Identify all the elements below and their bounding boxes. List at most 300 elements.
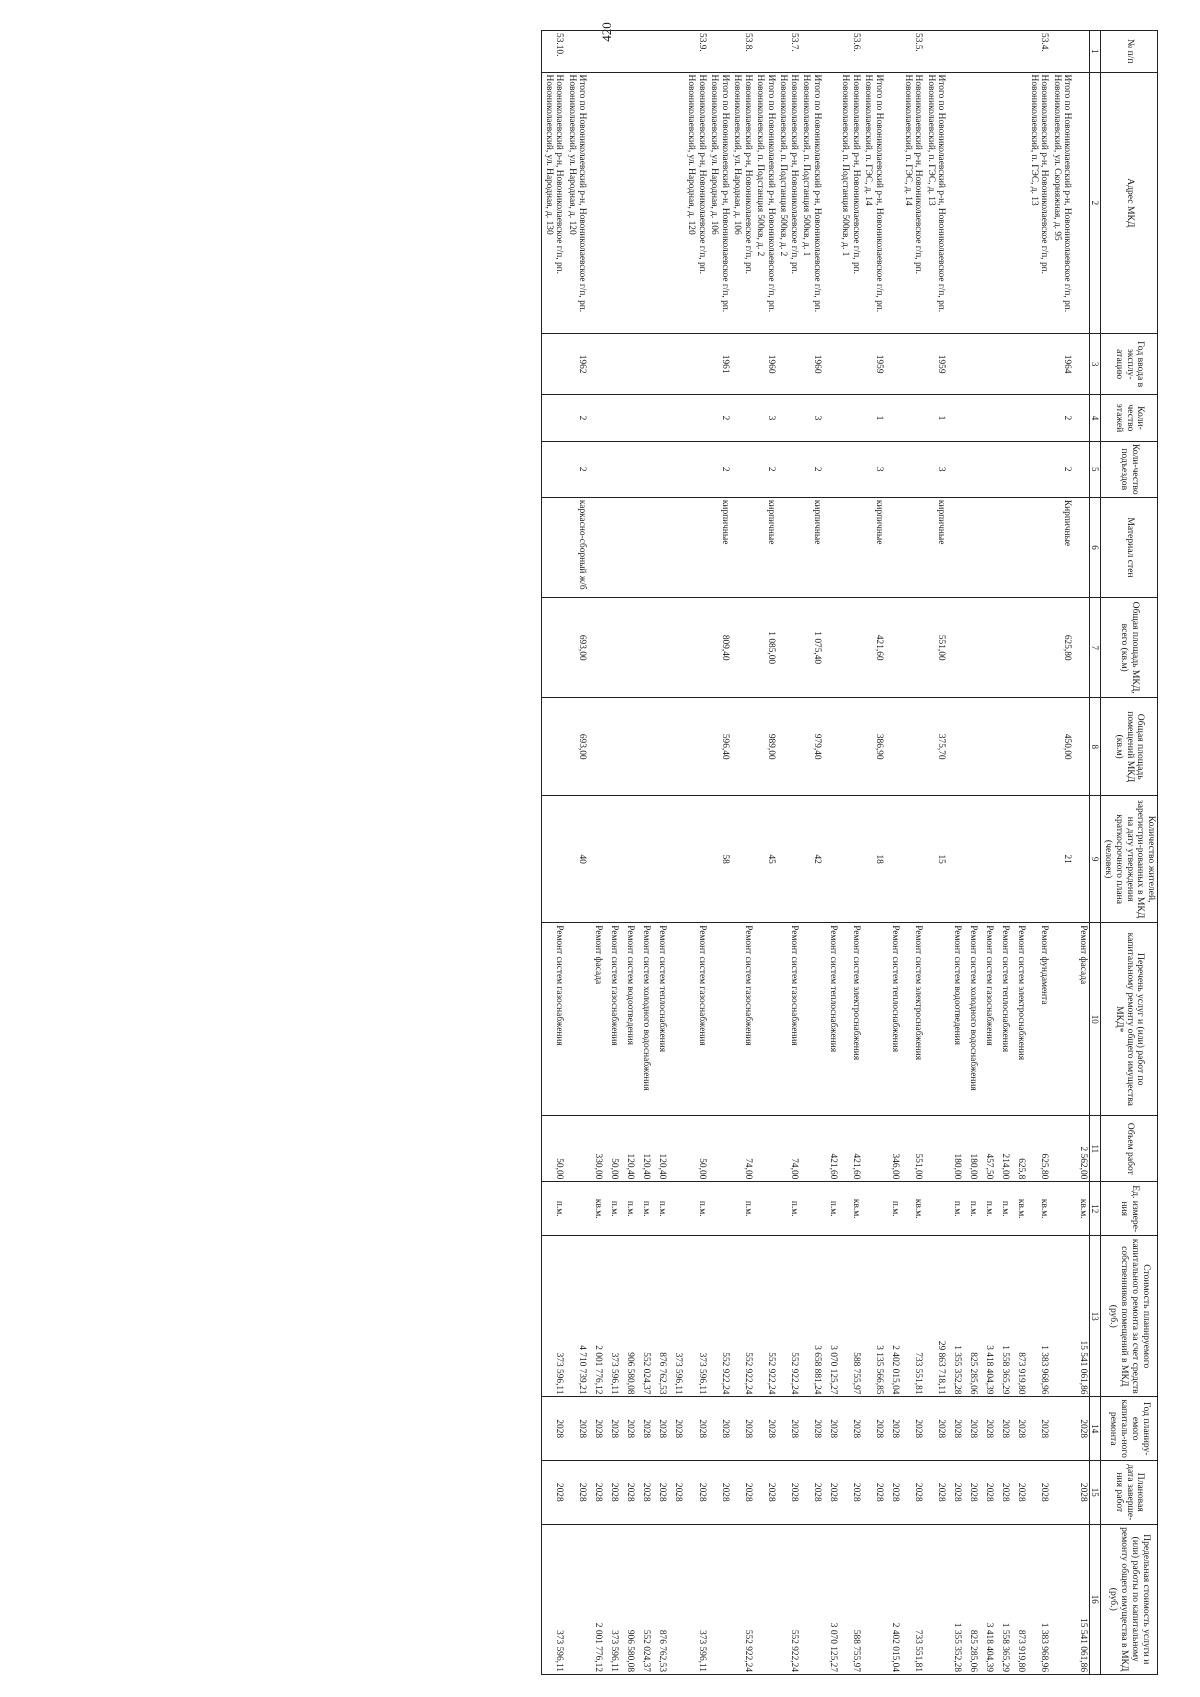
repair-year-cell: 2028 <box>947 1397 963 1461</box>
floors-cell <box>839 395 862 441</box>
table-row <box>1050 31 1073 1675</box>
wall-material-cell <box>542 497 566 597</box>
premises-area-cell <box>885 698 901 796</box>
work-volume-cell: 74,00 <box>731 1116 754 1182</box>
premises-area-cell <box>589 698 605 796</box>
work-volume-cell: 346,00 <box>885 1116 901 1182</box>
year-cell <box>589 334 605 395</box>
max-cost-cell: 552 922,24 <box>777 1524 800 1674</box>
table-row <box>754 31 777 1675</box>
work-volume-cell: 74,00 <box>777 1116 800 1182</box>
total-area-cell <box>542 598 566 698</box>
address-cell <box>669 72 685 334</box>
floors-cell <box>901 395 924 441</box>
wall-material-cell <box>605 497 621 597</box>
column-header-14: Год планиру-емого капиталь-ного ремонта <box>1101 1397 1158 1461</box>
address-cell <box>589 72 605 334</box>
completion-date-cell: 2028 <box>685 1460 708 1524</box>
max-cost-cell: 3 418 404,39 <box>979 1524 995 1674</box>
column-number-10: 10 <box>1090 923 1101 1116</box>
column-number-15: 15 <box>1090 1460 1101 1524</box>
completion-date-cell: 2028 <box>839 1460 862 1524</box>
address-cell: Новониколаевский р-н, Новониколаевское г/п, рп. Новониколаевский, п. ГЭС, д. 13 <box>1027 72 1050 334</box>
work-type-cell <box>754 923 777 1116</box>
unit-cell: п.м. <box>621 1182 637 1236</box>
column-header-12: Ед. измере-ния <box>1101 1182 1158 1236</box>
premises-area-cell: 693,00 <box>565 698 588 796</box>
column-number-3: 3 <box>1090 334 1101 395</box>
repair-year-cell: 2028 <box>605 1397 621 1461</box>
completion-date-cell: 2028 <box>979 1460 995 1524</box>
planned-cost-cell: 906 580,08 <box>621 1236 637 1397</box>
entrances-cell <box>731 441 754 497</box>
completion-date-cell: 2028 <box>542 1460 566 1524</box>
completion-date-cell: 2028 <box>963 1460 979 1524</box>
planned-cost-cell: 373 596,11 <box>542 1236 566 1397</box>
row-number <box>1073 31 1090 73</box>
column-number-4: 4 <box>1090 395 1101 441</box>
total-area-cell: 1 085,00 <box>754 598 777 698</box>
repair-year-cell: 2028 <box>685 1397 708 1461</box>
work-type-cell: Ремонт систем газоснабжения <box>777 923 800 1116</box>
planned-cost-cell: 552 922,24 <box>754 1236 777 1397</box>
table-row <box>862 31 885 1675</box>
max-cost-cell <box>862 1524 885 1674</box>
entrances-cell: 2 <box>800 441 823 497</box>
entrances-cell <box>1011 441 1027 497</box>
table-row <box>637 31 653 1675</box>
address-cell <box>947 72 963 334</box>
unit-cell <box>800 1182 823 1236</box>
total-area-cell <box>947 598 963 698</box>
planned-cost-cell: 373 596,11 <box>605 1236 621 1397</box>
repair-year-cell: 2028 <box>963 1397 979 1461</box>
column-header-1: № п/п <box>1101 31 1158 73</box>
address-cell: Итого по Новониколаевский р-н, Новониколаевское г/п, рп. Новониколаевский, ул. Народная, д. 106 <box>708 72 731 334</box>
work-type-cell <box>800 923 823 1116</box>
repair-year-cell: 2028 <box>1073 1397 1090 1461</box>
completion-date-cell: 2028 <box>731 1460 754 1524</box>
work-volume-cell: 50,00 <box>605 1116 621 1182</box>
max-cost-cell: 15 541 061,86 <box>1073 1524 1090 1674</box>
unit-cell: п.м. <box>979 1182 995 1236</box>
year-cell <box>1011 334 1027 395</box>
work-type-cell: Ремонт систем газоснабжения <box>731 923 754 1116</box>
work-volume-cell: 50,00 <box>542 1116 566 1182</box>
max-cost-cell: 2 402 015,04 <box>885 1524 901 1674</box>
repair-plan-page <box>30 30 1158 1675</box>
repair-year-cell: 2028 <box>885 1397 901 1461</box>
year-cell <box>1073 334 1090 395</box>
repair-year-cell: 2028 <box>823 1397 839 1461</box>
entrances-cell <box>777 441 800 497</box>
wall-material-cell: кирпичные <box>924 497 947 597</box>
table-row <box>605 31 621 1675</box>
floors-cell <box>823 395 839 441</box>
address-cell: Новониколаевский р-н, Новониколаевское г/п, рп. Новониколаевский, ул. Народная, д. 106 <box>731 72 754 334</box>
year-cell <box>621 334 637 395</box>
max-cost-cell: 373 596,11 <box>685 1524 708 1674</box>
wall-material-cell <box>1011 497 1027 597</box>
year-cell <box>979 334 995 395</box>
unit-cell <box>708 1182 731 1236</box>
residents-cell <box>777 796 800 923</box>
floors-cell: 1 <box>862 395 885 441</box>
repair-year-cell: 2028 <box>1027 1397 1050 1461</box>
table-row <box>963 31 979 1675</box>
residents-cell: 45 <box>754 796 777 923</box>
completion-date-cell: 2028 <box>589 1460 605 1524</box>
completion-date-cell: 2028 <box>924 1460 947 1524</box>
premises-area-cell <box>1027 698 1050 796</box>
completion-date-cell: 2028 <box>605 1460 621 1524</box>
residents-cell <box>1011 796 1027 923</box>
column-number-12: 12 <box>1090 1182 1101 1236</box>
premises-area-cell <box>1011 698 1027 796</box>
completion-date-cell: 2028 <box>862 1460 885 1524</box>
work-volume-cell <box>754 1116 777 1182</box>
column-number-14: 14 <box>1090 1397 1101 1461</box>
premises-area-cell <box>823 698 839 796</box>
premises-area-cell <box>605 698 621 796</box>
wall-material-cell: кирпичные <box>754 497 777 597</box>
unit-cell: п.м. <box>777 1182 800 1236</box>
column-number-13: 13 <box>1090 1236 1101 1397</box>
completion-date-cell: 2028 <box>947 1460 963 1524</box>
residents-cell <box>839 796 862 923</box>
total-area-cell: 1 075,40 <box>800 598 823 698</box>
premises-area-cell <box>637 698 653 796</box>
entrances-cell: 3 <box>862 441 885 497</box>
year-cell <box>637 334 653 395</box>
column-header-7: Общая площадь МКД, всего (кв.м) <box>1101 598 1158 698</box>
planned-cost-cell: 3 658 881,24 <box>800 1236 823 1397</box>
table-row <box>1027 31 1050 1675</box>
planned-cost-cell: 552 922,24 <box>777 1236 800 1397</box>
unit-cell: п.м. <box>653 1182 669 1236</box>
year-cell: 1959 <box>924 334 947 395</box>
premises-area-cell <box>653 698 669 796</box>
residents-cell <box>637 796 653 923</box>
max-cost-cell <box>754 1524 777 1674</box>
planned-cost-cell: 29 863 718,11 <box>924 1236 947 1397</box>
work-volume-cell: 180,00 <box>947 1116 963 1182</box>
unit-cell <box>565 1182 588 1236</box>
row-number <box>963 31 979 73</box>
row-number <box>862 31 885 73</box>
year-cell <box>542 334 566 395</box>
wall-material-cell: кирпичные <box>708 497 731 597</box>
residents-cell: 40 <box>565 796 588 923</box>
premises-area-cell: 375,70 <box>924 698 947 796</box>
completion-date-cell: 2028 <box>708 1460 731 1524</box>
entrances-cell <box>947 441 963 497</box>
entrances-cell <box>653 441 669 497</box>
address-cell <box>885 72 901 334</box>
table-row <box>947 31 963 1675</box>
total-area-cell: 693,00 <box>565 598 588 698</box>
row-number <box>885 31 901 73</box>
address-cell: Новониколаевский р-н, Новониколаевское г/п, рп. Новониколаевский, п. Подстанция 500кв, д. 2 <box>777 72 800 334</box>
address-cell <box>1011 72 1027 334</box>
work-volume-cell: 625,8 <box>1011 1116 1027 1182</box>
completion-date-cell: 2028 <box>823 1460 839 1524</box>
residents-cell: 15 <box>924 796 947 923</box>
total-area-cell <box>823 598 839 698</box>
wall-material-cell <box>731 497 754 597</box>
table-row <box>1011 31 1027 1675</box>
unit-cell <box>754 1182 777 1236</box>
planned-cost-cell: 873 919,80 <box>1011 1236 1027 1397</box>
row-number <box>800 31 823 73</box>
repair-year-cell: 2028 <box>777 1397 800 1461</box>
row-number <box>565 31 588 73</box>
repair-year-cell: 2028 <box>708 1397 731 1461</box>
completion-date-cell: 2028 <box>1011 1460 1027 1524</box>
entrances-cell <box>589 441 605 497</box>
address-cell <box>1073 72 1090 334</box>
residents-cell <box>995 796 1011 923</box>
work-type-cell <box>565 923 588 1116</box>
repair-year-cell: 2028 <box>979 1397 995 1461</box>
column-number-11: 11 <box>1090 1116 1101 1182</box>
floors-cell: 3 <box>754 395 777 441</box>
entrances-cell <box>823 441 839 497</box>
total-area-cell <box>995 598 1011 698</box>
work-volume-cell: 50,00 <box>685 1116 708 1182</box>
work-volume-cell: 551,00 <box>901 1116 924 1182</box>
work-type-cell <box>669 923 685 1116</box>
wall-material-cell <box>901 497 924 597</box>
total-area-cell <box>1073 598 1090 698</box>
completion-date-cell: 2028 <box>621 1460 637 1524</box>
year-cell: 1959 <box>862 334 885 395</box>
premises-area-cell <box>963 698 979 796</box>
premises-area-cell: 596,40 <box>708 698 731 796</box>
residents-cell <box>885 796 901 923</box>
table-row <box>685 31 708 1675</box>
row-number: 53.7. <box>777 31 800 73</box>
address-cell <box>979 72 995 334</box>
completion-date-cell: 2028 <box>777 1460 800 1524</box>
year-cell <box>731 334 754 395</box>
entrances-cell <box>542 441 566 497</box>
column-number-7: 7 <box>1090 598 1101 698</box>
repair-year-cell: 2028 <box>565 1397 588 1461</box>
address-cell: Итого по Новониколаевский р-н, Новониколаевское г/п, рп. Новониколаевский, п. ГЭС, д. 13 <box>924 72 947 334</box>
total-area-cell <box>653 598 669 698</box>
column-number-8: 8 <box>1090 698 1101 796</box>
floors-cell <box>1073 395 1090 441</box>
floors-cell <box>637 395 653 441</box>
total-area-cell <box>731 598 754 698</box>
table-row <box>731 31 754 1675</box>
column-header-5: Коли-чество подъездов <box>1101 441 1158 497</box>
row-number <box>653 31 669 73</box>
wall-material-cell <box>777 497 800 597</box>
floors-cell <box>653 395 669 441</box>
completion-date-cell <box>1050 1460 1073 1524</box>
row-number <box>995 31 1011 73</box>
row-number <box>1050 31 1073 73</box>
work-type-cell: Ремонт систем теплоснабжения <box>995 923 1011 1116</box>
work-type-cell: Ремонт систем газоснабжения <box>685 923 708 1116</box>
premises-area-cell <box>685 698 708 796</box>
work-type-cell: Ремонт систем электроснабжения <box>1011 923 1027 1116</box>
floors-cell <box>621 395 637 441</box>
wall-material-cell <box>885 497 901 597</box>
address-cell <box>995 72 1011 334</box>
planned-cost-cell: 373 596,11 <box>685 1236 708 1397</box>
residents-cell <box>963 796 979 923</box>
work-type-cell: Ремонт систем газоснабжения <box>542 923 566 1116</box>
unit-cell: п.м. <box>823 1182 839 1236</box>
row-number <box>979 31 995 73</box>
work-type-cell <box>862 923 885 1116</box>
column-number-6: 6 <box>1090 497 1101 597</box>
repair-year-cell <box>1050 1397 1073 1461</box>
unit-cell: кв.м. <box>1011 1182 1027 1236</box>
max-cost-cell: 825 285,06 <box>963 1524 979 1674</box>
premises-area-cell <box>1073 698 1090 796</box>
column-header-3: Год ввода в эксплу-атацию <box>1101 334 1158 395</box>
total-area-cell <box>1011 598 1027 698</box>
total-area-cell <box>963 598 979 698</box>
year-cell <box>885 334 901 395</box>
unit-cell: кв.м. <box>1027 1182 1050 1236</box>
wall-material-cell: Кирпичные <box>1050 497 1073 597</box>
floors-cell <box>963 395 979 441</box>
total-area-cell <box>777 598 800 698</box>
completion-date-cell: 2028 <box>901 1460 924 1524</box>
unit-cell <box>924 1182 947 1236</box>
repair-year-cell: 2028 <box>589 1397 605 1461</box>
unit-cell: п.м. <box>947 1182 963 1236</box>
max-cost-cell: 733 551,81 <box>901 1524 924 1674</box>
unit-cell: п.м. <box>885 1182 901 1236</box>
floors-cell <box>885 395 901 441</box>
row-number: 53.4. <box>1027 31 1050 73</box>
planned-cost-cell: 2 402 015,04 <box>885 1236 901 1397</box>
column-header-6: Материал стен <box>1101 497 1158 597</box>
residents-cell <box>605 796 621 923</box>
entrances-cell: 2 <box>1050 441 1073 497</box>
table-row <box>979 31 995 1675</box>
table-row <box>708 31 731 1675</box>
year-cell <box>653 334 669 395</box>
residents-cell <box>1073 796 1090 923</box>
total-area-cell <box>839 598 862 698</box>
floors-cell <box>995 395 1011 441</box>
repair-year-cell: 2028 <box>995 1397 1011 1461</box>
unit-cell <box>1050 1182 1073 1236</box>
floors-cell: 1 <box>924 395 947 441</box>
max-cost-cell <box>800 1524 823 1674</box>
column-number-2: 2 <box>1090 72 1101 334</box>
premises-area-cell: 450,00 <box>1050 698 1073 796</box>
wall-material-cell <box>963 497 979 597</box>
year-cell <box>1027 334 1050 395</box>
completion-date-cell: 2028 <box>1027 1460 1050 1524</box>
entrances-cell <box>669 441 685 497</box>
work-volume-cell: 421,60 <box>823 1116 839 1182</box>
planned-cost-cell: 876 762,53 <box>653 1236 669 1397</box>
planned-cost-cell: 733 551,81 <box>901 1236 924 1397</box>
entrances-cell: 2 <box>708 441 731 497</box>
unit-cell <box>669 1182 685 1236</box>
row-number <box>669 31 685 73</box>
column-header-13: Стоимость планируемого капитального ремонта за счет средств собственников помещений в МКД (руб.) <box>1101 1236 1158 1397</box>
repair-year-cell: 2028 <box>621 1397 637 1461</box>
wall-material-cell <box>589 497 605 597</box>
work-volume-cell <box>800 1116 823 1182</box>
table-row <box>565 31 588 1675</box>
planned-cost-cell <box>1050 1236 1073 1397</box>
address-cell: Новониколаевский р-н, Новониколаевское г/п, рп. Новониколаевский, п. Подстанция 500кв, д. 1 <box>839 72 862 334</box>
work-volume-cell: 625,80 <box>1027 1116 1050 1182</box>
unit-cell: кв.м. <box>901 1182 924 1236</box>
floors-cell <box>589 395 605 441</box>
floors-cell <box>777 395 800 441</box>
entrances-cell <box>995 441 1011 497</box>
residents-cell <box>589 796 605 923</box>
floors-cell: 3 <box>800 395 823 441</box>
planned-cost-cell: 3 135 566,85 <box>862 1236 885 1397</box>
residents-cell: 58 <box>708 796 731 923</box>
premises-area-cell <box>839 698 862 796</box>
work-volume-cell <box>924 1116 947 1182</box>
row-number: 53.10. <box>542 31 566 73</box>
residents-cell <box>731 796 754 923</box>
row-number: 53.6. <box>839 31 862 73</box>
entrances-cell <box>979 441 995 497</box>
total-area-cell: 551,00 <box>924 598 947 698</box>
floors-cell <box>685 395 708 441</box>
row-number <box>589 31 605 73</box>
premises-area-cell: 979,40 <box>800 698 823 796</box>
residents-cell <box>823 796 839 923</box>
residents-cell: 21 <box>1050 796 1073 923</box>
planned-cost-cell: 552 922,24 <box>708 1236 731 1397</box>
address-cell: Итого по Новониколаевский р-н, Новониколаевское г/п, рп. Новониколаевский, п. ГЭС, д. 14 <box>862 72 885 334</box>
repair-year-cell: 2028 <box>542 1397 566 1461</box>
work-type-cell: Ремонт систем теплоснабжения <box>653 923 669 1116</box>
entrances-cell <box>839 441 862 497</box>
year-cell <box>839 334 862 395</box>
floors-cell <box>1011 395 1027 441</box>
table-row <box>542 31 566 1675</box>
residents-cell: 18 <box>862 796 885 923</box>
max-cost-cell <box>708 1524 731 1674</box>
row-number <box>708 31 731 73</box>
year-cell <box>823 334 839 395</box>
unit-cell: п.м. <box>731 1182 754 1236</box>
max-cost-cell: 876 762,53 <box>653 1524 669 1674</box>
row-number <box>1011 31 1027 73</box>
unit-cell: п.м. <box>963 1182 979 1236</box>
entrances-cell <box>885 441 901 497</box>
year-cell: 1964 <box>1050 334 1073 395</box>
residents-cell <box>1027 796 1050 923</box>
table-row <box>800 31 823 1675</box>
total-area-cell <box>685 598 708 698</box>
floors-cell <box>1027 395 1050 441</box>
column-header-16: Предельная стоимость услуги и (или) работы по капитальному ремонту общего имущества в МКД (руб.) <box>1101 1524 1158 1674</box>
row-number <box>924 31 947 73</box>
wall-material-cell <box>685 497 708 597</box>
premises-area-cell <box>777 698 800 796</box>
unit-cell: кв.м. <box>589 1182 605 1236</box>
